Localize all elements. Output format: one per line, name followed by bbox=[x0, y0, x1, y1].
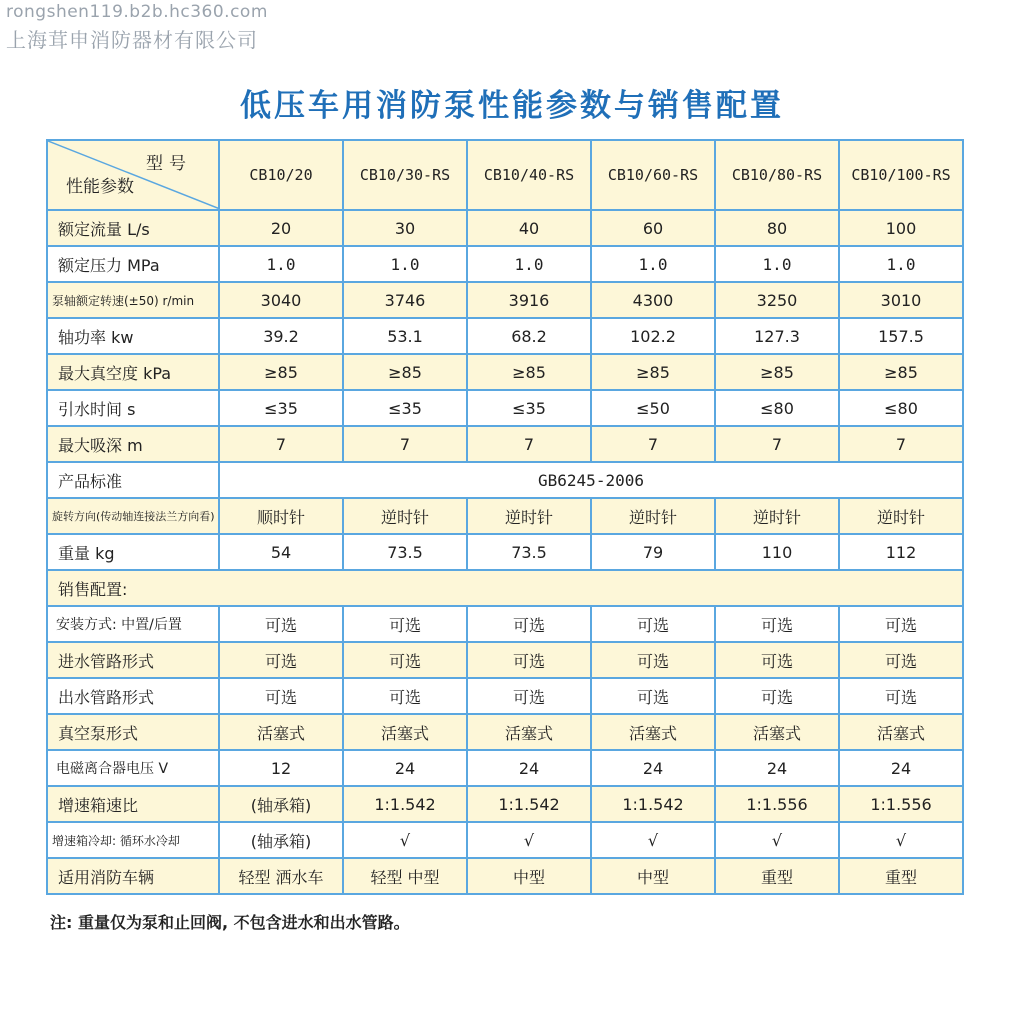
table-cell: (轴承箱) bbox=[219, 786, 343, 822]
row-label: 额定压力 MPa bbox=[47, 246, 219, 282]
table-cell: 活塞式 bbox=[839, 714, 963, 750]
table-cell: ≥85 bbox=[591, 354, 715, 390]
row-label: 增速箱速比 bbox=[47, 786, 219, 822]
row-label: 真空泵形式 bbox=[47, 714, 219, 750]
table-cell: 3746 bbox=[343, 282, 467, 318]
row-label: 最大吸深 m bbox=[47, 426, 219, 462]
table-cell: 80 bbox=[715, 210, 839, 246]
table-cell: 7 bbox=[591, 426, 715, 462]
table-cell: 7 bbox=[219, 426, 343, 462]
standard-value: GB6245-2006 bbox=[219, 462, 963, 498]
sales-section-label: 销售配置: bbox=[47, 570, 963, 606]
corner-bottom-label: 性能参数 bbox=[66, 177, 134, 197]
table-cell: 1:1.542 bbox=[591, 786, 715, 822]
row-label: 旋转方向(传动轴连接法兰方向看) bbox=[47, 498, 219, 534]
row-label: 引水时间 s bbox=[47, 390, 219, 426]
table-cell: 可选 bbox=[715, 606, 839, 642]
table-cell: 活塞式 bbox=[219, 714, 343, 750]
table-cell: 重型 bbox=[715, 858, 839, 894]
table-cell: 7 bbox=[467, 426, 591, 462]
table-cell: 12 bbox=[219, 750, 343, 786]
table-cell: 3040 bbox=[219, 282, 343, 318]
table-cell: 可选 bbox=[219, 642, 343, 678]
table-cell: 79 bbox=[591, 534, 715, 570]
table-cell: 1:1.556 bbox=[715, 786, 839, 822]
table-cell: 7 bbox=[839, 426, 963, 462]
table-cell: 1.0 bbox=[467, 246, 591, 282]
model-header: CB10/80-RS bbox=[715, 140, 839, 210]
table-cell: 127.3 bbox=[715, 318, 839, 354]
table-cell: 活塞式 bbox=[467, 714, 591, 750]
table-cell: 重型 bbox=[839, 858, 963, 894]
table-cell: 24 bbox=[343, 750, 467, 786]
corner-top-label: 型号 bbox=[146, 154, 192, 174]
table-cell: 可选 bbox=[343, 642, 467, 678]
table-cell: ≥85 bbox=[467, 354, 591, 390]
table-cell: 可选 bbox=[219, 678, 343, 714]
table-cell: 逆时针 bbox=[343, 498, 467, 534]
table-row bbox=[47, 354, 963, 390]
table-cell: 1.0 bbox=[591, 246, 715, 282]
table-cell: √ bbox=[467, 822, 591, 858]
table-cell: 73.5 bbox=[467, 534, 591, 570]
table-row bbox=[47, 390, 963, 426]
table-row bbox=[47, 426, 963, 462]
table-row bbox=[47, 786, 963, 822]
row-label: 重量 kg bbox=[47, 534, 219, 570]
table-cell: 39.2 bbox=[219, 318, 343, 354]
table-cell: 54 bbox=[219, 534, 343, 570]
row-label: 泵轴额定转速(±50) r/min bbox=[47, 282, 219, 318]
table-cell: 60 bbox=[591, 210, 715, 246]
table-cell: 1:1.542 bbox=[343, 786, 467, 822]
table-cell: 中型 bbox=[467, 858, 591, 894]
table-cell: 可选 bbox=[839, 678, 963, 714]
table-cell: 中型 bbox=[591, 858, 715, 894]
watermark-company: 上海茸申消防器材有限公司 bbox=[6, 28, 258, 52]
table-row bbox=[47, 822, 963, 858]
table-row bbox=[47, 246, 963, 282]
model-header: CB10/30-RS bbox=[343, 140, 467, 210]
row-label: 增速箱冷却: 循环水冷却 bbox=[47, 822, 219, 858]
table-cell: 40 bbox=[467, 210, 591, 246]
model-header: CB10/100-RS bbox=[839, 140, 963, 210]
table-cell: 逆时针 bbox=[839, 498, 963, 534]
table-row bbox=[47, 858, 963, 894]
table-cell: 24 bbox=[715, 750, 839, 786]
table-cell: ≤35 bbox=[467, 390, 591, 426]
table-cell: √ bbox=[715, 822, 839, 858]
table-row bbox=[47, 462, 963, 498]
table-cell: ≤35 bbox=[219, 390, 343, 426]
table-cell: 可选 bbox=[839, 606, 963, 642]
table-cell: 100 bbox=[839, 210, 963, 246]
table-header-row bbox=[47, 140, 963, 210]
footnote: 注: 重量仅为泵和止回阀, 不包含进水和出水管路。 bbox=[50, 913, 410, 932]
table-row bbox=[47, 606, 963, 642]
table-cell: 可选 bbox=[219, 606, 343, 642]
table-cell: ≥85 bbox=[715, 354, 839, 390]
table-cell: ≥85 bbox=[219, 354, 343, 390]
row-label: 出水管路形式 bbox=[47, 678, 219, 714]
table-cell: 可选 bbox=[591, 606, 715, 642]
table-row bbox=[47, 642, 963, 678]
table-row bbox=[47, 714, 963, 750]
table-cell: 3916 bbox=[467, 282, 591, 318]
table-cell: 活塞式 bbox=[343, 714, 467, 750]
table-cell: 1.0 bbox=[839, 246, 963, 282]
table-cell: ≤35 bbox=[343, 390, 467, 426]
table-cell: 1.0 bbox=[343, 246, 467, 282]
table-row bbox=[47, 678, 963, 714]
table-cell: √ bbox=[591, 822, 715, 858]
table-cell: 157.5 bbox=[839, 318, 963, 354]
table-cell: 112 bbox=[839, 534, 963, 570]
table-cell: ≤80 bbox=[715, 390, 839, 426]
table-cell: 可选 bbox=[467, 606, 591, 642]
row-label: 电磁离合器电压 V bbox=[47, 750, 219, 786]
table-row bbox=[47, 282, 963, 318]
table-cell: 轻型 洒水车 bbox=[219, 858, 343, 894]
model-header: CB10/40-RS bbox=[467, 140, 591, 210]
table-cell: 102.2 bbox=[591, 318, 715, 354]
row-label: 进水管路形式 bbox=[47, 642, 219, 678]
table-cell: 活塞式 bbox=[715, 714, 839, 750]
row-label: 适用消防车辆 bbox=[47, 858, 219, 894]
table-cell: 可选 bbox=[715, 678, 839, 714]
table-cell: 逆时针 bbox=[467, 498, 591, 534]
table-cell: 30 bbox=[343, 210, 467, 246]
table-cell: 可选 bbox=[839, 642, 963, 678]
model-header: CB10/60-RS bbox=[591, 140, 715, 210]
table-cell: 24 bbox=[467, 750, 591, 786]
row-label: 安装方式: 中置/后置 bbox=[47, 606, 219, 642]
table-cell: 3250 bbox=[715, 282, 839, 318]
table-cell: ≥85 bbox=[839, 354, 963, 390]
table-row bbox=[47, 210, 963, 246]
table-cell: 1.0 bbox=[219, 246, 343, 282]
table-cell: 3010 bbox=[839, 282, 963, 318]
table-cell: 可选 bbox=[467, 678, 591, 714]
model-header: CB10/20 bbox=[219, 140, 343, 210]
table-cell: 可选 bbox=[343, 678, 467, 714]
row-label: 额定流量 L/s bbox=[47, 210, 219, 246]
table-cell: ≤80 bbox=[839, 390, 963, 426]
table-cell: 可选 bbox=[715, 642, 839, 678]
page-title: 低压车用消防泵性能参数与销售配置 bbox=[240, 88, 784, 124]
table-cell: ≤50 bbox=[591, 390, 715, 426]
table-cell: 20 bbox=[219, 210, 343, 246]
table-cell: 逆时针 bbox=[715, 498, 839, 534]
watermark-url: rongshen119.b2b.hc360.com bbox=[6, 2, 268, 22]
table-cell: 1:1.542 bbox=[467, 786, 591, 822]
table-cell: 可选 bbox=[343, 606, 467, 642]
table-cell: 53.1 bbox=[343, 318, 467, 354]
table-cell: 1:1.556 bbox=[839, 786, 963, 822]
table-cell: (轴承箱) bbox=[219, 822, 343, 858]
table-cell: 逆时针 bbox=[591, 498, 715, 534]
table-cell: 68.2 bbox=[467, 318, 591, 354]
table-cell: 7 bbox=[343, 426, 467, 462]
table-cell: 可选 bbox=[591, 678, 715, 714]
table-cell: 可选 bbox=[467, 642, 591, 678]
table-cell: 24 bbox=[839, 750, 963, 786]
section-row-sales bbox=[47, 570, 963, 606]
table-row bbox=[47, 498, 963, 534]
table-cell: 活塞式 bbox=[591, 714, 715, 750]
table-cell: 110 bbox=[715, 534, 839, 570]
spec-table bbox=[46, 139, 964, 895]
row-label: 产品标准 bbox=[47, 462, 219, 498]
table-cell: 4300 bbox=[591, 282, 715, 318]
table-cell: 1.0 bbox=[715, 246, 839, 282]
row-label: 轴功率 kw bbox=[47, 318, 219, 354]
table-cell: 73.5 bbox=[343, 534, 467, 570]
row-label: 最大真空度 kPa bbox=[47, 354, 219, 390]
table-row bbox=[47, 318, 963, 354]
table-cell: 轻型 中型 bbox=[343, 858, 467, 894]
table-cell: √ bbox=[839, 822, 963, 858]
table-row bbox=[47, 750, 963, 786]
table-cell: 可选 bbox=[591, 642, 715, 678]
corner-cell bbox=[47, 140, 219, 210]
table-cell: ≥85 bbox=[343, 354, 467, 390]
table-cell: 顺时针 bbox=[219, 498, 343, 534]
table-cell: 7 bbox=[715, 426, 839, 462]
table-cell: √ bbox=[343, 822, 467, 858]
table-cell: 24 bbox=[591, 750, 715, 786]
table-row bbox=[47, 534, 963, 570]
